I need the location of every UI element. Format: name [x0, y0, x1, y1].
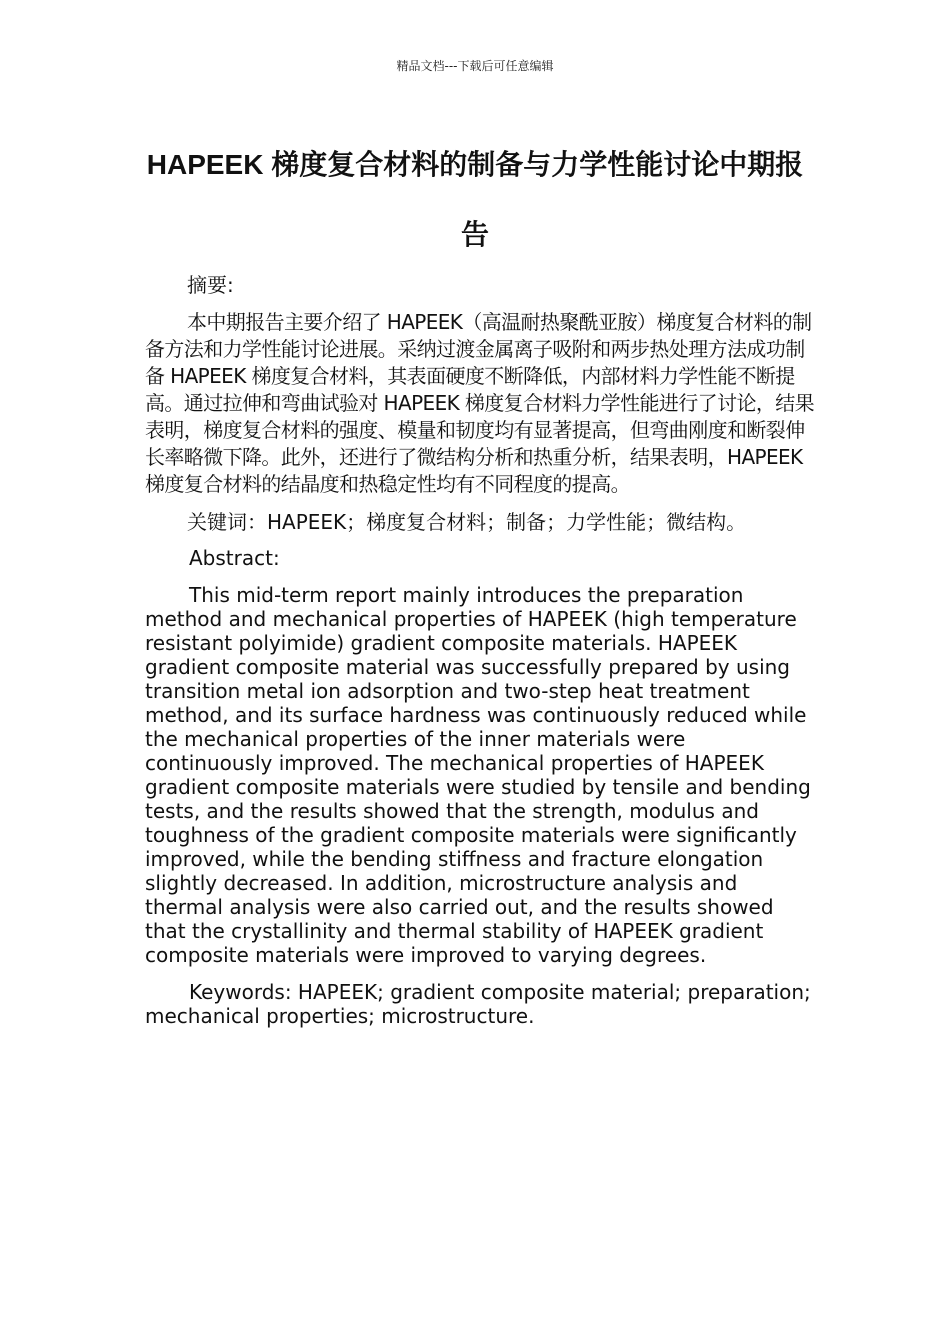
- header-note: 精品文档---下载后可任意编辑: [396, 59, 554, 73]
- abstract-en-label: Abstract:: [189, 546, 280, 570]
- abstract-zh-text: 本中期报告主要介绍了 HAPEEK（高温耐热聚酰亚胺）梯度复合材料的制备方法和力学性能讨论进展。采纳过渡金属离子吸附和两步热处理方法成功制备 HAPEEK 梯度复合材料，其表面硬度不断降低，内部材料力学性能不断提高。通过拉伸和弯曲试验对 HAPEEK 梯度复合材料力学性能进行了讨论，结果表明，梯度复合材料的强度、模量和韧度均有显著提高，但弯曲刚度和断裂伸长率略微下降。此外，还进行了微结构分析和热重分析，结果表明，HAPEEK 梯度复合材料的结晶度和热稳定性均有不同程度的提高。: [145, 310, 815, 496]
- keywords-en: Keywords: HAPEEK; gradient composite material; preparation; mechanical properties; microstructure.: [145, 980, 811, 1028]
- abstract-en-text: This mid-term report mainly introduces the preparation method and mechanical properties of HAPEEK (high temperature resistant polyimide) gradient composite materials. HAPEEK gradient composite material was successfully prepared by using transition metal ion adsorption and two-step heat treatment method, and its surface hardness was continuously reduced while the mechanical properties of the inner materials were continuously improved. The mechanical properties of HAPEEK gradient composite materials were studied by tensile and bending tests, and the results showed that the strength, modulus and toughness of the gradient composite materials were significantly improved, while the bending stiffness and fracture elongation slightly decreased. In addition, microstructure analysis and thermal analysis were also carried out, and the results showed that the crystallinity and thermal stability of HAPEEK gradient composite materials were improved to varying degrees.: [145, 583, 811, 967]
- keywords-zh: 关键词：HAPEEK；梯度复合材料；制备；力学性能；微结构。: [187, 510, 747, 534]
- abstract-zh-label: 摘要:: [187, 273, 234, 297]
- document-title: HAPEEK 梯度复合材料的制备与力学性能讨论中期报告: [146, 149, 804, 250]
- document-body: [145, 270, 815, 1041]
